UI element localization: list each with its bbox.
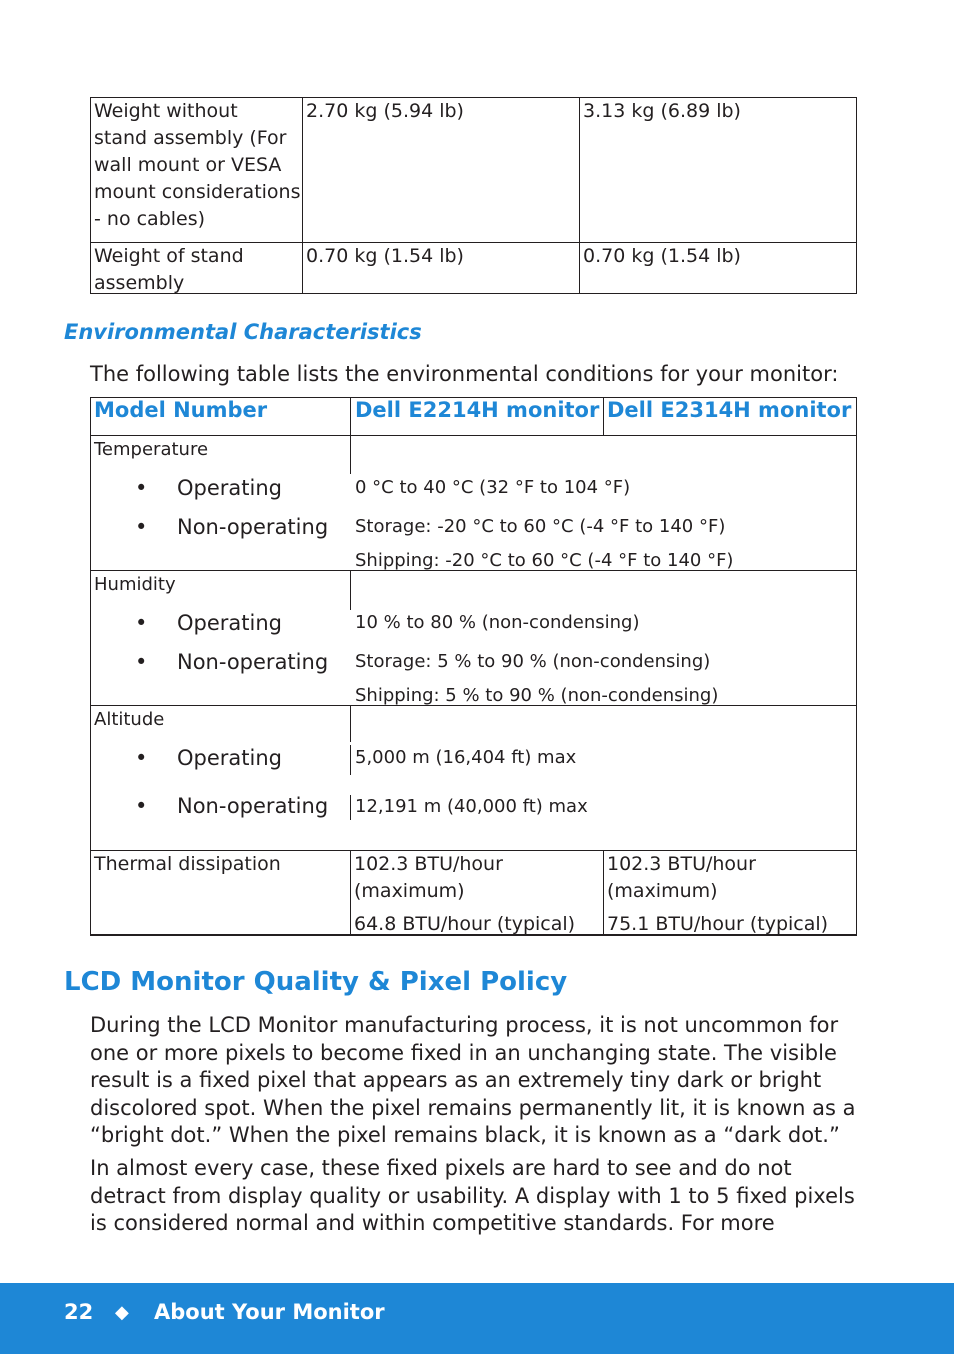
value-nonoperating: 12,191 m (40,000 ft) max (355, 796, 588, 817)
cell-e2314h: 3.13 kg (6.89 lb) (583, 100, 741, 122)
section-heading: Environmental Characteristics (64, 320, 422, 344)
paragraph (90, 1155, 855, 1238)
value-e2214h-max (354, 851, 503, 905)
paragraph (90, 1012, 856, 1150)
table-border (856, 397, 857, 936)
table-border (350, 795, 351, 820)
value-e2214h-typical: 64.8 BTU/hour (typical) (354, 913, 576, 935)
label-line: - no cables) (94, 208, 206, 230)
table-border (350, 745, 351, 775)
cell-e2214h: 0.70 kg (1.54 lb) (306, 245, 464, 267)
paragraph-line: result is a fixed pixel that appears as an extremely tiny dark or bright (90, 1068, 822, 1092)
table-border (302, 97, 303, 294)
bullet-icon: • (135, 611, 148, 635)
value-operating: 5,000 m (16,404 ft) max (355, 747, 577, 768)
label-line: wall mount or VESA (94, 154, 282, 176)
row-label: Humidity (94, 574, 176, 595)
bullet-icon: • (135, 650, 148, 674)
page-footer (0, 1283, 954, 1354)
value-operating: 10 % to 80 % (non-condensing) (355, 612, 640, 633)
value-shipping: Shipping: 5 % to 90 % (non-condensing) (355, 685, 719, 706)
value-shipping: Shipping: -20 °C to 60 °C (-4 °F to 140 °F) (355, 550, 734, 571)
section-intro: The following table lists the environmental conditions for your monitor: (90, 362, 839, 386)
label-line: Weight without (94, 100, 238, 122)
cell-e2314h: 0.70 kg (1.54 lb) (583, 245, 741, 267)
section-heading: LCD Monitor Quality & Pixel Policy (64, 967, 568, 997)
bullet-label: Operating (177, 611, 282, 635)
cell-e2214h: 2.70 kg (5.94 lb) (306, 100, 464, 122)
paragraph-line: “bright dot.” When the pixel remains black, it is known as a “dark dot.” (90, 1123, 840, 1147)
value-line: (maximum) (354, 880, 465, 902)
value-line: 102.3 BTU/hour (607, 853, 756, 875)
paragraph-line: is considered normal and within competitive standards. For more (90, 1211, 775, 1235)
table-border (90, 97, 91, 294)
table-border (350, 570, 351, 610)
row-label (94, 243, 244, 297)
label-line: assembly (94, 272, 185, 294)
paragraph-line: one or more pixels to become fixed in an unchanging state. The visible (90, 1040, 837, 1065)
table-border (603, 850, 604, 935)
bullet-icon: • (135, 794, 148, 818)
bullet-icon: • (135, 476, 148, 500)
bullet-label: Non-operating (177, 794, 329, 818)
table-border (579, 97, 580, 294)
bullet-icon: • (135, 746, 148, 770)
label-line: mount considerations (94, 181, 301, 203)
table-border (350, 397, 351, 474)
paragraph-line: In almost every case, these fixed pixels are hard to see and do not (90, 1156, 792, 1180)
table-border (350, 705, 351, 742)
value-e2314h-max (607, 851, 756, 905)
label-line: stand assembly (For (94, 127, 287, 149)
row-label: Thermal dissipation (94, 853, 281, 875)
bullet-label: Operating (177, 746, 282, 770)
value-line: 102.3 BTU/hour (354, 853, 503, 875)
table-border (603, 397, 604, 435)
value-line: (maximum) (607, 880, 718, 902)
value-e2314h-typical: 75.1 BTU/hour (typical) (607, 913, 829, 935)
bullet-label: Non-operating (177, 515, 329, 539)
footer-title: About Your Monitor (154, 1300, 385, 1324)
value-operating: 0 °C to 40 °C (32 °F to 104 °F) (355, 477, 631, 498)
bullet-label: Non-operating (177, 650, 329, 674)
bullet-icon: • (135, 515, 148, 539)
row-label (94, 98, 301, 233)
paragraph-line: During the LCD Monitor manufacturing process, it is not uncommon for (90, 1013, 839, 1037)
table-border (90, 397, 91, 936)
header-e2314h: Dell E2314H monitor (607, 398, 852, 422)
value-storage: Storage: -20 °C to 60 °C (-4 °F to 140 °F) (355, 516, 726, 537)
table-border (856, 97, 857, 294)
bullet-label: Operating (177, 476, 282, 500)
paragraph-line: discolored spot. When the pixel remains permanently lit, it is known as a (90, 1095, 856, 1120)
row-label: Altitude (94, 709, 165, 730)
header-e2214h: Dell E2214H monitor (355, 398, 600, 422)
page-number: 22 (64, 1300, 94, 1324)
header-model-number: Model Number (94, 398, 268, 422)
row-label: Temperature (94, 439, 209, 460)
value-storage: Storage: 5 % to 90 % (non-condensing) (355, 651, 711, 672)
paragraph-line: detract from display quality or usability. A display with 1 to 5 fixed pixels (90, 1183, 855, 1208)
diamond-icon: ◆ (115, 1302, 129, 1323)
table-border (350, 850, 351, 935)
label-line: Weight of stand (94, 245, 244, 267)
